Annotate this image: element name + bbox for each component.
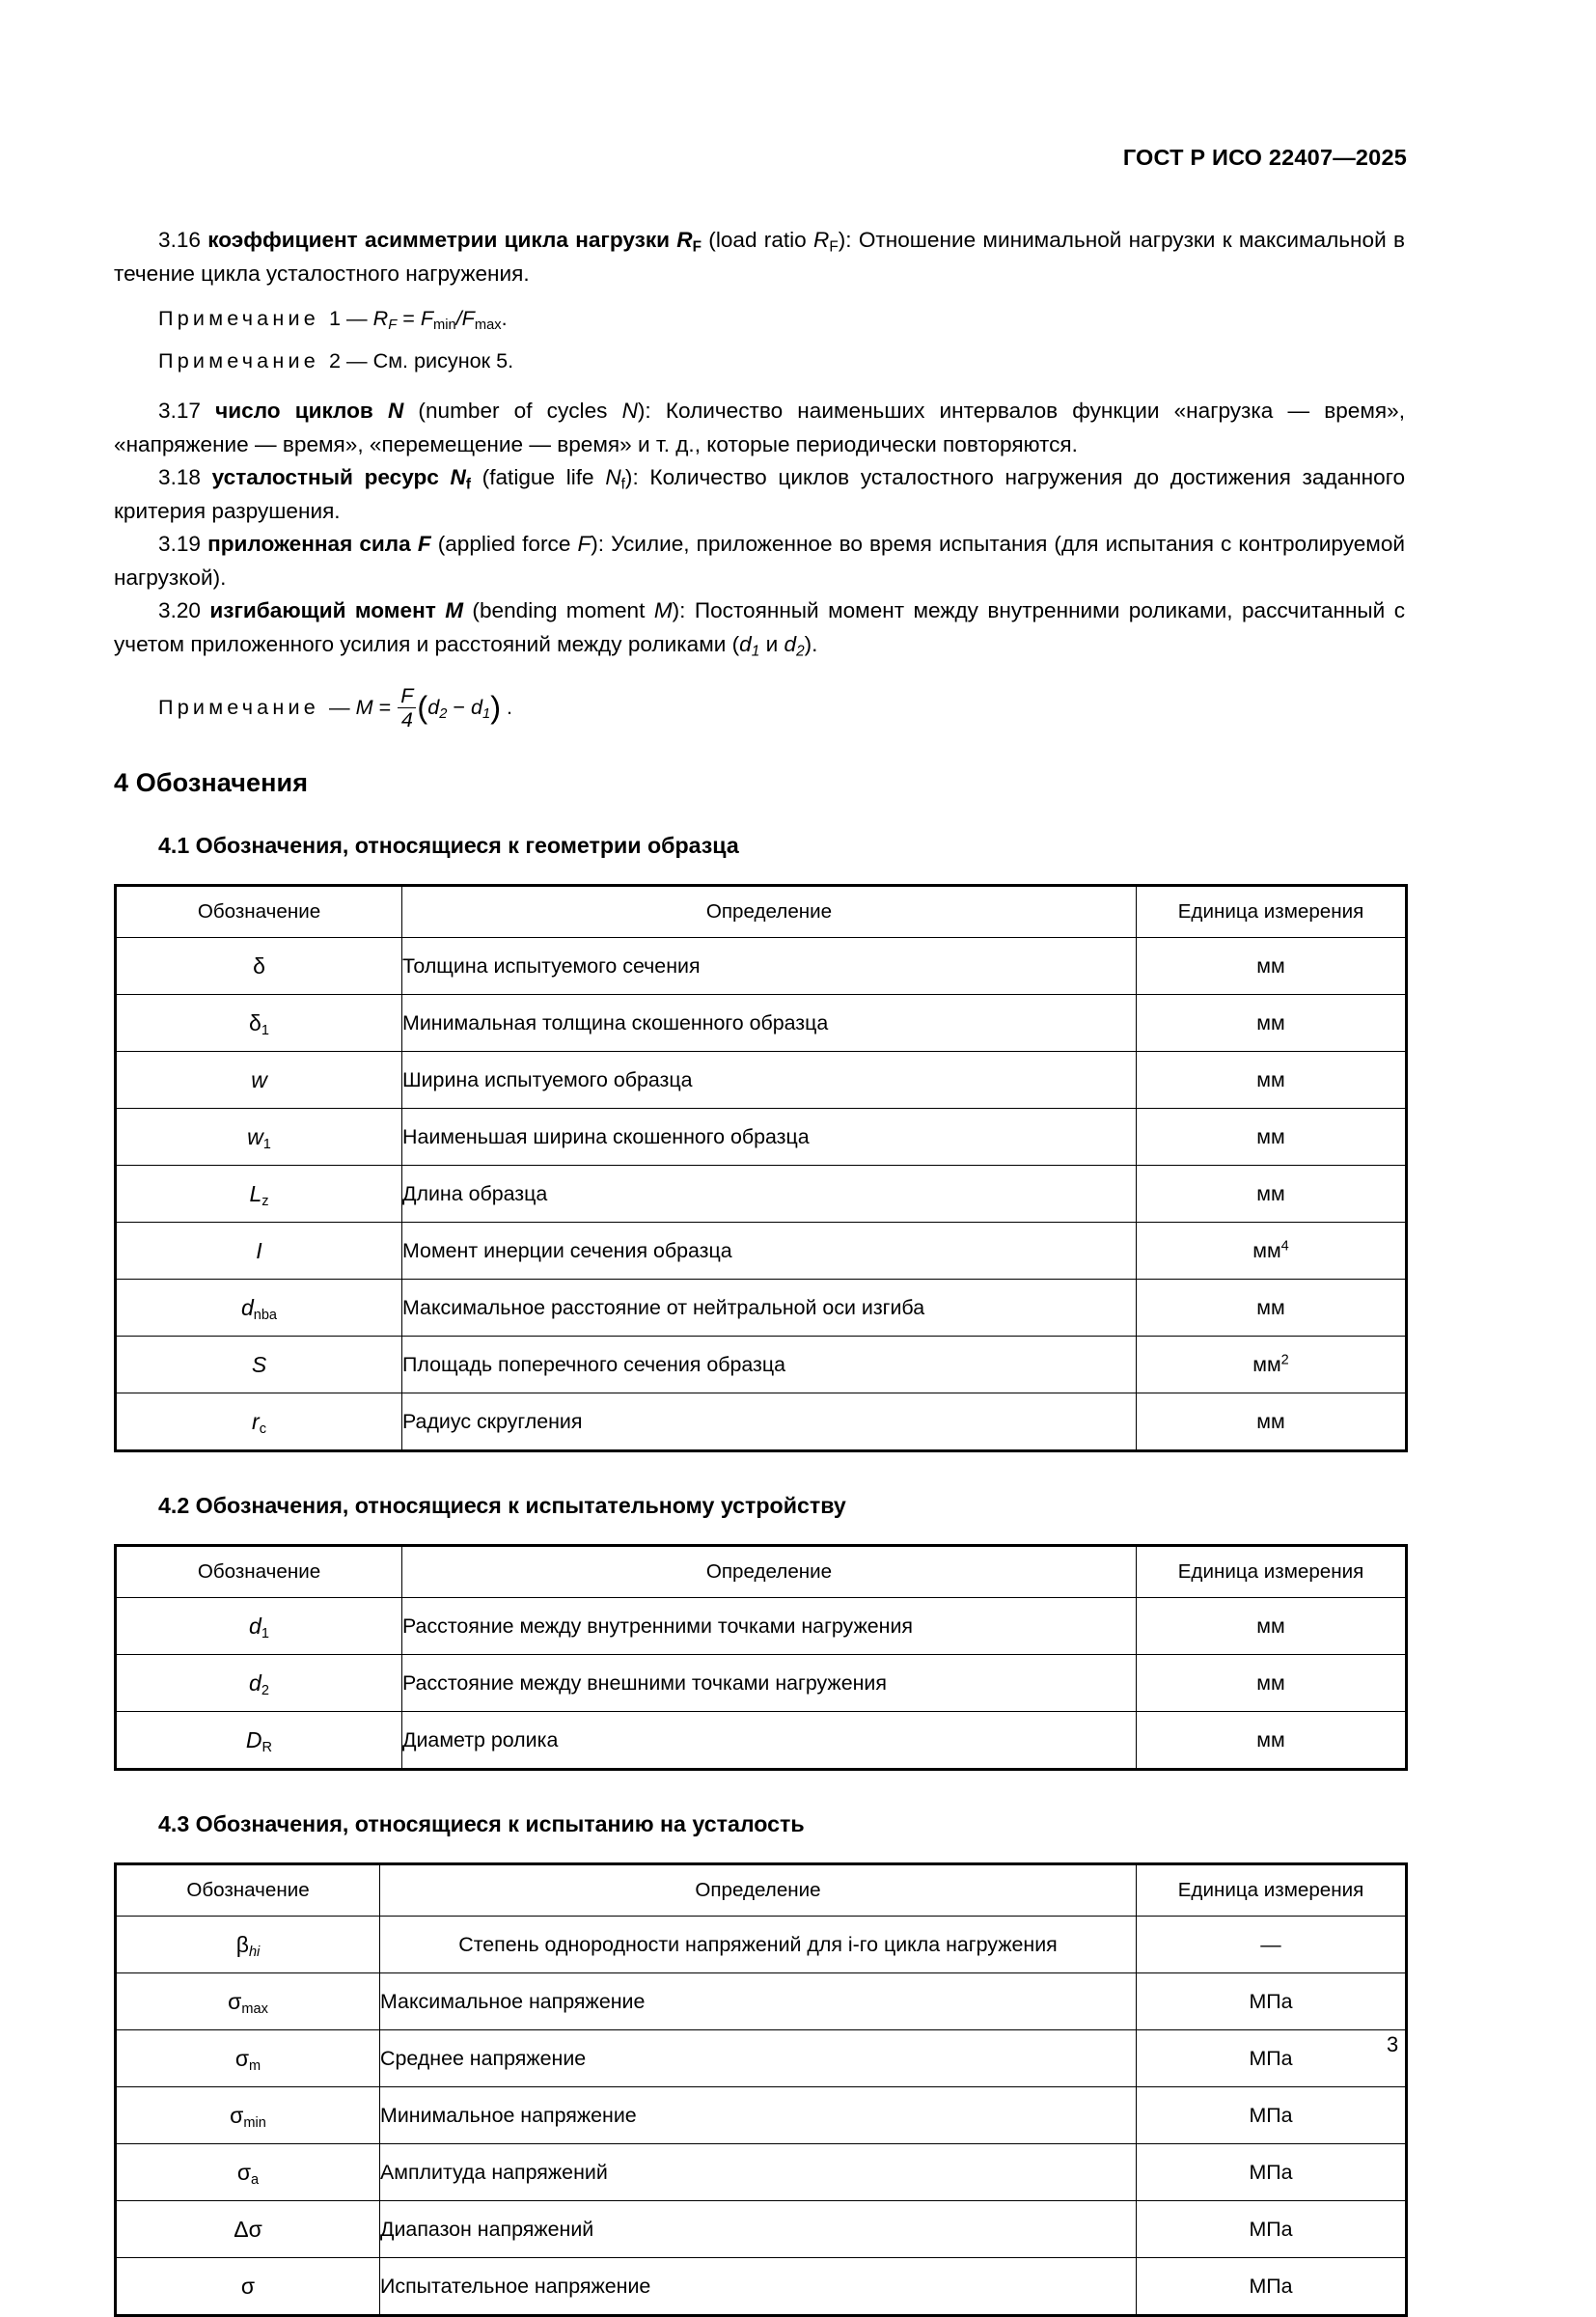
definition-term-symbol: F — [417, 532, 431, 556]
symbol-subscript: R — [261, 1739, 273, 1755]
cell-symbol — [116, 1109, 402, 1166]
cell-unit: мм — [1137, 1109, 1407, 1166]
cell-symbol — [116, 2201, 380, 2258]
definition-term: коэффициент асимметрии цикла нагрузки — [207, 228, 671, 252]
symbol-subscript: min — [243, 2114, 266, 2131]
definition-english: load ratio — [715, 228, 807, 252]
inline-d2-sub: 2 — [796, 642, 805, 659]
symbol-glyph: d — [249, 1669, 261, 1696]
cell-symbol — [116, 1280, 402, 1337]
cell-definition: Испытательное напряжение — [380, 2258, 1137, 2316]
symbol-glyph: L — [249, 1180, 262, 1206]
fraction-numerator: F — [398, 685, 416, 708]
table-row — [116, 2144, 1407, 2201]
table-row — [116, 1052, 1407, 1109]
definition-english-symbol-sub: F — [829, 238, 839, 256]
definition-english: number of cycles — [425, 399, 608, 423]
definition-number: 3.17 — [158, 399, 201, 423]
cell-definition: Минимальная толщина скошенного образца — [402, 995, 1137, 1052]
table-row — [116, 1223, 1407, 1280]
definition-english-symbol: N — [621, 399, 638, 423]
cell-unit — [1137, 1223, 1407, 1280]
symbols-table-fatigue — [114, 1862, 1408, 2317]
note-text: См. рисунок 5. — [372, 348, 514, 372]
cell-symbol — [116, 938, 402, 995]
definition-term: приложенная сила — [207, 532, 411, 556]
subsection-title-4-3: 4.3 Обозначения, относящиеся к испытанию на усталость — [158, 1811, 805, 1837]
cell-symbol — [116, 1337, 402, 1393]
definition-number: 3.18 — [158, 465, 201, 489]
table-row — [116, 1337, 1407, 1393]
note-moment-period: . — [507, 695, 513, 719]
symbols-table-geometry — [114, 884, 1408, 1452]
table-row — [116, 1712, 1407, 1770]
table-row — [116, 2201, 1407, 2258]
definition-number: 3.16 — [158, 228, 201, 252]
cell-unit: мм — [1137, 1393, 1407, 1451]
cell-definition: Амплитуда напряжений — [380, 2144, 1137, 2201]
cell-unit: МПа — [1137, 2030, 1407, 2087]
definition-body: Постоянный момент между внутренними роликами, рассчитанный с учетом приложенного усилия и расстояний между роликами — [114, 598, 1405, 656]
cell-symbol — [116, 2030, 380, 2087]
definition-3-17: 3.17 число циклов N (number of cycles N): Количество наименьших интервалов функции «нагрузка — время», «напряжение — время», «перемещение — время» и т. д., которые периодически повторяются. — [114, 399, 1405, 456]
cell-symbol — [116, 2087, 380, 2144]
symbol-glyph: d — [249, 1613, 261, 1639]
cell-unit: мм — [1137, 1280, 1407, 1337]
note-moment — [114, 682, 1405, 733]
definition-english: bending moment — [479, 598, 646, 622]
column-header-symbol: Обозначение — [116, 886, 402, 938]
table-header-row — [116, 886, 1407, 938]
unit-exponent: 4 — [1280, 1238, 1289, 1255]
cell-definition: Диапазон напряжений — [380, 2201, 1137, 2258]
note-2 — [114, 345, 1405, 377]
note-index: 2 — [329, 348, 342, 372]
symbol-glyph: σ — [240, 2273, 256, 2299]
cell-symbol — [116, 1166, 402, 1223]
symbol-glyph: I — [256, 1237, 262, 1263]
note-moment-minus: − — [453, 695, 466, 719]
cell-symbol — [116, 1917, 380, 1973]
cell-unit: мм — [1137, 1655, 1407, 1712]
symbol-subscript: max — [241, 2000, 268, 2017]
cell-definition: Степень однородности напряжений для i-го цикла нагружения — [380, 1917, 1137, 1973]
cell-symbol — [116, 1223, 402, 1280]
definition-term: число циклов — [215, 399, 373, 423]
cell-definition: Длина образца — [402, 1166, 1137, 1223]
unit-exponent: 2 — [1280, 1352, 1289, 1368]
table-row — [116, 1973, 1407, 2030]
symbol-glyph: w — [247, 1123, 263, 1149]
table-row — [116, 1598, 1407, 1655]
unit-text: мм — [1252, 1352, 1281, 1376]
page-header: ГОСТ Р ИСО 22407—2025 — [1122, 145, 1407, 170]
section-title-4: 4 Обозначения — [114, 768, 309, 798]
symbol-subscript: 1 — [261, 1022, 269, 1038]
symbol-subscript: m — [249, 2057, 261, 2074]
definition-term-symbol: R — [676, 228, 693, 252]
cell-definition: Расстояние между внутренними точками нагружения — [402, 1598, 1137, 1655]
note-dash: — — [346, 348, 368, 372]
inline-paren-close: ). — [804, 631, 818, 656]
definition-english-symbol: F — [577, 532, 592, 556]
cell-unit: МПа — [1137, 2144, 1407, 2201]
column-header-definition: Определение — [402, 886, 1137, 938]
document-content — [114, 224, 1405, 2317]
symbols-table-test-device — [114, 1544, 1408, 1771]
definition-3-20: 3.20 изгибающий момент M (bending moment M): Постоянный момент между внутренними роликами, рассчитанный с учетом приложенного усилия и расстояний между роликами ($d_1$ и $d_2$). — [114, 598, 1405, 659]
column-header-definition: Определение — [380, 1864, 1137, 1917]
symbol-subscript: nba — [253, 1307, 278, 1323]
table-row — [116, 2258, 1407, 2316]
cell-unit: мм — [1137, 1166, 1407, 1223]
cell-symbol — [116, 995, 402, 1052]
cell-unit: мм — [1137, 1052, 1407, 1109]
inline-paren-open: ( — [731, 631, 740, 656]
note-equals: = — [402, 306, 415, 330]
subsection-title-4-1: 4.1 Обозначения, относящиеся к геометрии образца — [158, 833, 739, 859]
symbol-subscript: c — [259, 1421, 266, 1437]
table-row — [116, 938, 1407, 995]
symbol-glyph: σ — [236, 2159, 252, 2185]
cell-unit: мм — [1137, 995, 1407, 1052]
cell-symbol — [116, 1973, 380, 2030]
cell-definition: Расстояние между внешними точками нагружения — [402, 1655, 1137, 1712]
cell-unit: мм — [1137, 938, 1407, 995]
note-moment-equals: = — [378, 695, 392, 719]
note-moment-close-paren: ) — [490, 690, 502, 726]
definition-number: 3.19 — [158, 532, 201, 556]
symbol-glyph: w — [251, 1066, 267, 1092]
cell-definition: Среднее напряжение — [380, 2030, 1137, 2087]
cell-unit: — — [1137, 1917, 1407, 1973]
fraction-f-over-4 — [398, 682, 416, 731]
fraction-denominator: 4 — [400, 706, 413, 731]
table-row — [116, 1109, 1407, 1166]
note-moment-open-paren: ( — [417, 690, 428, 726]
note-label: Примечание — [158, 306, 319, 330]
cell-definition: Радиус скругления — [402, 1393, 1137, 1451]
note-moment-term-2: d — [471, 695, 483, 719]
inline-and: и — [765, 631, 779, 656]
note-label: Примечание — [158, 348, 319, 372]
inline-d1: d — [739, 631, 752, 656]
column-header-definition: Определение — [402, 1546, 1137, 1598]
note-formula-rhs-1: F — [420, 306, 434, 330]
cell-definition: Минимальное напряжение — [380, 2087, 1137, 2144]
definition-body: Количество наименьших интервалов функции «нагрузка — время», «напряжение — время», «перемещение — время» и т. д., которые периодически повторяются. — [114, 399, 1405, 456]
symbol-subscript: 2 — [261, 1682, 269, 1698]
symbol-glyph: r — [252, 1408, 260, 1434]
table-row — [116, 1655, 1407, 1712]
cell-definition: Момент инерции сечения образца — [402, 1223, 1137, 1280]
unit-text: мм — [1252, 1238, 1281, 1262]
cell-definition: Толщина испытуемого сечения — [402, 938, 1137, 995]
table-row — [116, 2087, 1407, 2144]
subsection-title-4-2: 4.2 Обозначения, относящиеся к испытательному устройству — [158, 1493, 846, 1519]
definition-3-16: 3.16 коэффициент асимметрии цикла нагрузки $R_F$ (load ratio $R_F$): Отношение минимальной нагрузки к максимальной в течение цикла усталостного нагружения. — [114, 228, 1405, 286]
note-moment-term-2-sub: 1 — [482, 706, 491, 723]
note-moment-term-1-sub: 2 — [439, 706, 448, 723]
definition-body: Усилие, приложенное во время испытания (для испытания с контролируемой нагрузкой). — [114, 532, 1406, 590]
symbol-subscript: a — [251, 2171, 260, 2188]
column-header-unit: Единица измерения — [1137, 1864, 1407, 1917]
symbol-glyph: σ — [234, 2045, 250, 2071]
note-moment-term-1: d — [427, 695, 440, 719]
definition-number: 3.20 — [158, 598, 201, 622]
definition-term-symbol: N — [450, 465, 466, 489]
table-header-row — [116, 1864, 1407, 1917]
cell-unit: мм — [1137, 1712, 1407, 1770]
symbol-glyph: Δσ — [234, 2216, 262, 2242]
note-formula-rhs-2: F — [461, 306, 475, 330]
table-header-row — [116, 1546, 1407, 1598]
table-row — [116, 1393, 1407, 1451]
symbol-glyph: δ — [253, 952, 265, 979]
cell-unit — [1137, 1337, 1407, 1393]
cell-definition: Диаметр ролика — [402, 1712, 1137, 1770]
cell-symbol — [116, 1393, 402, 1451]
definition-english-symbol: N — [605, 465, 621, 489]
cell-symbol — [116, 1052, 402, 1109]
definition-english: fatigue life — [489, 465, 594, 489]
cell-definition: Максимальное расстояние от нейтральной оси изгиба — [402, 1280, 1137, 1337]
definition-body: Количество циклов усталостного нагружения до достижения заданного критерия разрушения. — [114, 465, 1406, 523]
column-header-unit: Единица измерения — [1137, 886, 1407, 938]
table-row — [116, 995, 1407, 1052]
cell-symbol — [116, 1655, 402, 1712]
definition-term-symbol-sub: f — [465, 476, 471, 493]
note-index: 1 — [329, 306, 342, 330]
table-row — [116, 1166, 1407, 1223]
note-slash: / — [455, 306, 462, 330]
cell-unit: МПа — [1137, 1973, 1407, 2030]
table-row — [116, 1917, 1407, 1973]
cell-symbol — [116, 2258, 380, 2316]
symbol-glyph: β — [235, 1931, 249, 1957]
symbol-glyph: S — [251, 1351, 267, 1377]
symbol-glyph: δ — [249, 1009, 261, 1035]
definition-body: Отношение минимальной нагрузки к максимальной в течение цикла усталостного нагружения. — [114, 228, 1405, 286]
symbol-glyph: σ — [228, 1988, 242, 2014]
column-header-symbol: Обозначение — [116, 1864, 380, 1917]
cell-symbol — [116, 2144, 380, 2201]
cell-symbol — [116, 1598, 402, 1655]
definition-term-symbol: M — [445, 598, 464, 622]
cell-unit: мм — [1137, 1598, 1407, 1655]
cell-symbol — [116, 1712, 402, 1770]
cell-unit: МПа — [1137, 2258, 1407, 2316]
inline-d2: d — [784, 631, 797, 656]
note-dash: — — [329, 695, 350, 719]
column-header-symbol: Обозначение — [116, 1546, 402, 1598]
cell-definition: Ширина испытуемого образца — [402, 1052, 1137, 1109]
symbol-glyph: d — [240, 1294, 254, 1320]
inline-d1-sub: 1 — [751, 642, 760, 659]
cell-unit: МПа — [1137, 2201, 1407, 2258]
definition-english-symbol: R — [813, 228, 830, 252]
note-formula-lhs: R — [372, 306, 389, 330]
column-header-unit: Единица измерения — [1137, 1546, 1407, 1598]
cell-definition: Наименьшая ширина скошенного образца — [402, 1109, 1137, 1166]
symbol-subscript: hi — [248, 1944, 261, 1960]
cell-definition: Площадь поперечного сечения образца — [402, 1337, 1137, 1393]
note-1 — [114, 302, 1405, 335]
table-row — [116, 2030, 1407, 2087]
symbol-glyph: D — [245, 1726, 262, 1752]
definition-english: applied force — [445, 532, 571, 556]
definition-term: усталостный ресурс — [211, 465, 439, 489]
definition-3-18: 3.18 усталостный ресурс $N_f$ (fatigue life $N_f$): Количество циклов усталостного нагружения до достижения заданного критерия разрушения. — [114, 465, 1406, 523]
note-formula-rhs-1-sub: min — [433, 317, 456, 334]
note-label: Примечание — [158, 695, 319, 719]
symbol-subscript: 1 — [261, 1625, 269, 1641]
note-formula-rhs-2-sub: max — [474, 317, 502, 334]
definition-term: изгибающий момент — [209, 598, 436, 622]
definition-english-symbol: M — [653, 598, 673, 622]
symbol-subscript: z — [261, 1193, 269, 1209]
definition-term-symbol-sub: F — [692, 238, 702, 256]
note-period: . — [501, 306, 508, 330]
cell-definition: Максимальное напряжение — [380, 1973, 1137, 2030]
cell-unit: МПа — [1137, 2087, 1407, 2144]
page-number: 3 — [1387, 2032, 1399, 2056]
definition-term-symbol: N — [387, 399, 404, 423]
note-moment-lhs: M — [355, 695, 373, 719]
note-formula-lhs-sub: F — [388, 317, 398, 334]
symbol-subscript: 1 — [262, 1136, 271, 1152]
definition-english-symbol-sub: f — [620, 476, 625, 493]
table-row — [116, 1280, 1407, 1337]
definition-3-19: 3.19 приложенная сила F (applied force F): Усилие, приложенное во время испытания (для испытания с контролируемой нагрузкой). — [114, 532, 1406, 590]
symbol-glyph: σ — [230, 2102, 244, 2128]
note-dash: — — [346, 306, 368, 330]
